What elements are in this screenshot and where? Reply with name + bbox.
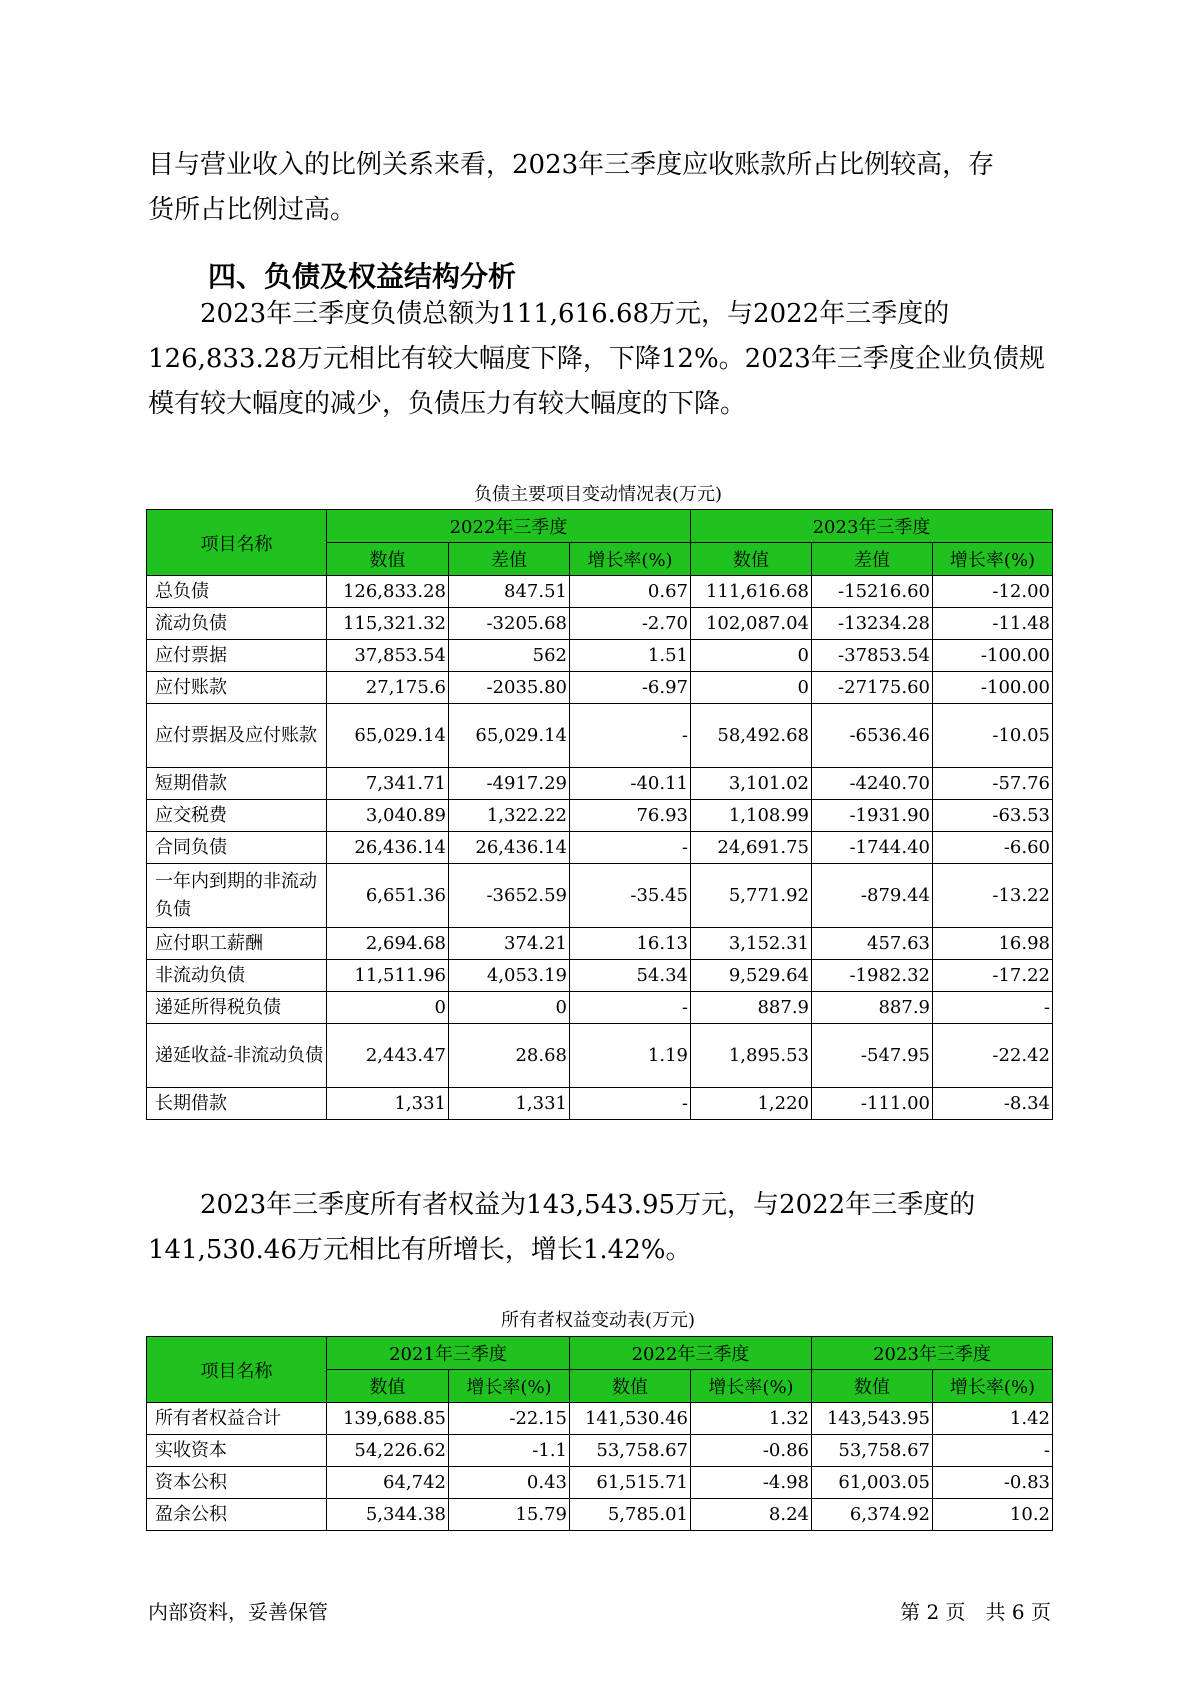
table-cell: 1.42 [933, 1403, 1053, 1435]
row-label: 应交税费 [147, 800, 327, 832]
table-row [147, 1499, 1053, 1531]
table-cell: 26,436.14 [449, 832, 570, 864]
table-cell: 61,515.71 [570, 1467, 691, 1499]
table-cell: -22.42 [933, 1024, 1053, 1088]
table-cell: 53,758.67 [570, 1435, 691, 1467]
footer-page-number: 第 2 页 共 6 页 [900, 1600, 1051, 1624]
table-cell: -1982.32 [812, 960, 933, 992]
table-cell: -22.15 [449, 1403, 570, 1435]
table-cell: 1,220 [691, 1088, 812, 1120]
table-cell: -57.76 [933, 768, 1053, 800]
table-cell: 1.19 [570, 1024, 691, 1088]
table-cell: 61,003.05 [812, 1467, 933, 1499]
table-cell: 1.51 [570, 640, 691, 672]
liability-table-caption: 负债主要项目变动情况表(万元) [473, 484, 723, 505]
table-cell: 65,029.14 [327, 704, 449, 768]
table-cell: 28.68 [449, 1024, 570, 1088]
intro-line-2: 货所占比例过高。 [148, 195, 357, 225]
table-cell: 5,785.01 [570, 1499, 691, 1531]
table-cell: - [570, 704, 691, 768]
table-cell: 27,175.6 [327, 672, 449, 704]
table-row [147, 1467, 1053, 1499]
row-label: 递延收益-非流动负债 [147, 1024, 327, 1088]
table-cell: 0 [449, 992, 570, 1024]
liability-line-2: 126,833.28万元相比有较大幅度下降，下降12%。2023年三季度企业负债规 [148, 344, 1045, 374]
equity-table [146, 1336, 1053, 1531]
equity-line-2: 141,530.46万元相比有所增长，增长1.42%。 [148, 1235, 692, 1265]
table-cell: 11,511.96 [327, 960, 449, 992]
equity-period-header-2022: 2022年三季度 [570, 1337, 812, 1370]
table-cell: 6,651.36 [327, 864, 449, 928]
table-cell: -27175.60 [812, 672, 933, 704]
table-cell: 16.98 [933, 928, 1053, 960]
table-cell: 0.43 [449, 1467, 570, 1499]
table-row [147, 704, 1053, 768]
liability-sub-header: 增长率(%) [933, 543, 1053, 576]
equity-table-body [147, 1403, 1053, 1531]
liability-sub-header: 数值 [691, 543, 812, 576]
table-row [147, 832, 1053, 864]
liability-sub-header: 增长率(%) [570, 543, 691, 576]
table-cell: 54,226.62 [327, 1435, 449, 1467]
table-cell: 847.51 [449, 576, 570, 608]
row-label: 应付票据 [147, 640, 327, 672]
table-cell: 0.67 [570, 576, 691, 608]
table-cell: -4240.70 [812, 768, 933, 800]
table-cell: - [570, 832, 691, 864]
row-label: 流动负债 [147, 608, 327, 640]
liability-line-1: 2023年三季度负债总额为111,616.68万元，与2022年三季度的 [148, 299, 950, 329]
table-cell: -2.70 [570, 608, 691, 640]
equity-sub-header: 数值 [327, 1370, 449, 1403]
table-cell: -4917.29 [449, 768, 570, 800]
table-cell: 2,443.47 [327, 1024, 449, 1088]
table-cell: 0 [327, 992, 449, 1024]
equity-period-header-2021: 2021年三季度 [327, 1337, 570, 1370]
table-cell: 24,691.75 [691, 832, 812, 864]
table-cell: 0 [691, 640, 812, 672]
table-cell: 9,529.64 [691, 960, 812, 992]
table-row [147, 1024, 1053, 1088]
table-cell: -0.83 [933, 1467, 1053, 1499]
table-cell: -15216.60 [812, 576, 933, 608]
table-cell: 5,344.38 [327, 1499, 449, 1531]
table-cell: - [570, 1088, 691, 1120]
table-cell: 887.9 [812, 992, 933, 1024]
table-cell: 26,436.14 [327, 832, 449, 864]
row-label: 总负债 [147, 576, 327, 608]
table-row [147, 960, 1053, 992]
table-row [147, 864, 1053, 928]
liability-table [146, 509, 1053, 1120]
table-cell: -13.22 [933, 864, 1053, 928]
table-cell: 8.24 [691, 1499, 812, 1531]
table-cell: - [933, 992, 1053, 1024]
table-row [147, 640, 1053, 672]
table-cell: -8.34 [933, 1088, 1053, 1120]
table-cell: 3,040.89 [327, 800, 449, 832]
liability-paragraph [148, 292, 1048, 427]
table-cell: -12.00 [933, 576, 1053, 608]
table-row [147, 928, 1053, 960]
table-cell: 4,053.19 [449, 960, 570, 992]
section-heading: 四、负债及权益结构分析 [208, 260, 517, 293]
row-label: 一年内到期的非流动负债 [147, 864, 327, 928]
row-label: 应付账款 [147, 672, 327, 704]
table-cell: -100.00 [933, 640, 1053, 672]
table-cell: 102,087.04 [691, 608, 812, 640]
table-cell: 887.9 [691, 992, 812, 1024]
table-cell: 3,152.31 [691, 928, 812, 960]
table-cell: 562 [449, 640, 570, 672]
liability-sub-header: 数值 [327, 543, 449, 576]
table-cell: 115,321.32 [327, 608, 449, 640]
table-cell: 374.21 [449, 928, 570, 960]
table-row [147, 1403, 1053, 1435]
liability-item-header: 项目名称 [147, 510, 327, 576]
row-label: 资本公积 [147, 1467, 327, 1499]
table-cell: -0.86 [691, 1435, 812, 1467]
table-cell: 0 [691, 672, 812, 704]
table-cell: 5,771.92 [691, 864, 812, 928]
row-label: 非流动负债 [147, 960, 327, 992]
table-cell: 1.32 [691, 1403, 812, 1435]
table-cell: 1,322.22 [449, 800, 570, 832]
liability-period-header-2022: 2022年三季度 [327, 510, 691, 543]
liability-period-header-2023: 2023年三季度 [691, 510, 1053, 543]
liability-sub-header: 差值 [812, 543, 933, 576]
table-row [147, 768, 1053, 800]
table-cell: 58,492.68 [691, 704, 812, 768]
table-cell: 37,853.54 [327, 640, 449, 672]
table-cell: -6.60 [933, 832, 1053, 864]
table-cell: 141,530.46 [570, 1403, 691, 1435]
table-cell: 53,758.67 [812, 1435, 933, 1467]
table-cell: -3205.68 [449, 608, 570, 640]
footer-confidential-note: 内部资料，妥善保管 [148, 1600, 328, 1624]
table-cell: - [933, 1435, 1053, 1467]
equity-sub-header: 增长率(%) [449, 1370, 570, 1403]
table-cell: -547.95 [812, 1024, 933, 1088]
table-cell: -4.98 [691, 1467, 812, 1499]
table-row [147, 576, 1053, 608]
table-cell: 3,101.02 [691, 768, 812, 800]
table-cell: 65,029.14 [449, 704, 570, 768]
row-label: 实收资本 [147, 1435, 327, 1467]
liability-sub-header: 差值 [449, 543, 570, 576]
table-cell: 16.13 [570, 928, 691, 960]
row-label: 短期借款 [147, 768, 327, 800]
table-cell: -37853.54 [812, 640, 933, 672]
table-cell: -11.48 [933, 608, 1053, 640]
intro-line-1: 目与营业收入的比例关系来看，2023年三季度应收账款所占比例较高，存 [148, 150, 995, 180]
table-row [147, 608, 1053, 640]
table-cell: 76.93 [570, 800, 691, 832]
table-cell: 54.34 [570, 960, 691, 992]
table-cell: 1,331 [449, 1088, 570, 1120]
table-cell: 1,108.99 [691, 800, 812, 832]
table-cell: 126,833.28 [327, 576, 449, 608]
liability-table-body [147, 576, 1053, 1120]
table-cell: - [570, 992, 691, 1024]
table-cell: -17.22 [933, 960, 1053, 992]
table-cell: 15.79 [449, 1499, 570, 1531]
row-label: 长期借款 [147, 1088, 327, 1120]
table-cell: 457.63 [812, 928, 933, 960]
table-cell: -63.53 [933, 800, 1053, 832]
table-cell: 143,543.95 [812, 1403, 933, 1435]
table-cell: -1931.90 [812, 800, 933, 832]
table-cell: -6536.46 [812, 704, 933, 768]
equity-sub-header: 数值 [812, 1370, 933, 1403]
liability-line-3: 模有较大幅度的减少，负债压力有较大幅度的下降。 [148, 389, 747, 419]
table-cell: -111.00 [812, 1088, 933, 1120]
table-cell: -35.45 [570, 864, 691, 928]
row-label: 所有者权益合计 [147, 1403, 327, 1435]
table-cell: 2,694.68 [327, 928, 449, 960]
equity-item-header: 项目名称 [147, 1337, 327, 1403]
equity-period-header-2023: 2023年三季度 [812, 1337, 1053, 1370]
row-label: 盈余公积 [147, 1499, 327, 1531]
equity-line-1: 2023年三季度所有者权益为143,543.95万元，与2022年三季度的 [148, 1190, 976, 1220]
table-cell: 10.2 [933, 1499, 1053, 1531]
table-cell: -1.1 [449, 1435, 570, 1467]
table-cell: -1744.40 [812, 832, 933, 864]
equity-paragraph [148, 1183, 1048, 1273]
table-row [147, 1088, 1053, 1120]
table-row [147, 1435, 1053, 1467]
equity-sub-header: 数值 [570, 1370, 691, 1403]
table-cell: 111,616.68 [691, 576, 812, 608]
table-cell: 1,331 [327, 1088, 449, 1120]
row-label: 应付票据及应付账款 [147, 704, 327, 768]
table-cell: 1,895.53 [691, 1024, 812, 1088]
table-cell: -13234.28 [812, 608, 933, 640]
table-row [147, 672, 1053, 704]
table-cell: -40.11 [570, 768, 691, 800]
table-cell: -10.05 [933, 704, 1053, 768]
table-cell: -879.44 [812, 864, 933, 928]
table-cell: 139,688.85 [327, 1403, 449, 1435]
table-row [147, 800, 1053, 832]
equity-table-caption: 所有者权益变动表(万元) [500, 1310, 696, 1331]
table-cell: -2035.80 [449, 672, 570, 704]
table-cell: -6.97 [570, 672, 691, 704]
table-cell: -100.00 [933, 672, 1053, 704]
table-cell: -3652.59 [449, 864, 570, 928]
equity-sub-header: 增长率(%) [933, 1370, 1053, 1403]
table-row [147, 992, 1053, 1024]
intro-paragraph [148, 143, 1048, 233]
table-cell: 64,742 [327, 1467, 449, 1499]
row-label: 递延所得税负债 [147, 992, 327, 1024]
row-label: 应付职工薪酬 [147, 928, 327, 960]
equity-sub-header: 增长率(%) [691, 1370, 812, 1403]
table-cell: 7,341.71 [327, 768, 449, 800]
table-cell: 6,374.92 [812, 1499, 933, 1531]
row-label: 合同负债 [147, 832, 327, 864]
